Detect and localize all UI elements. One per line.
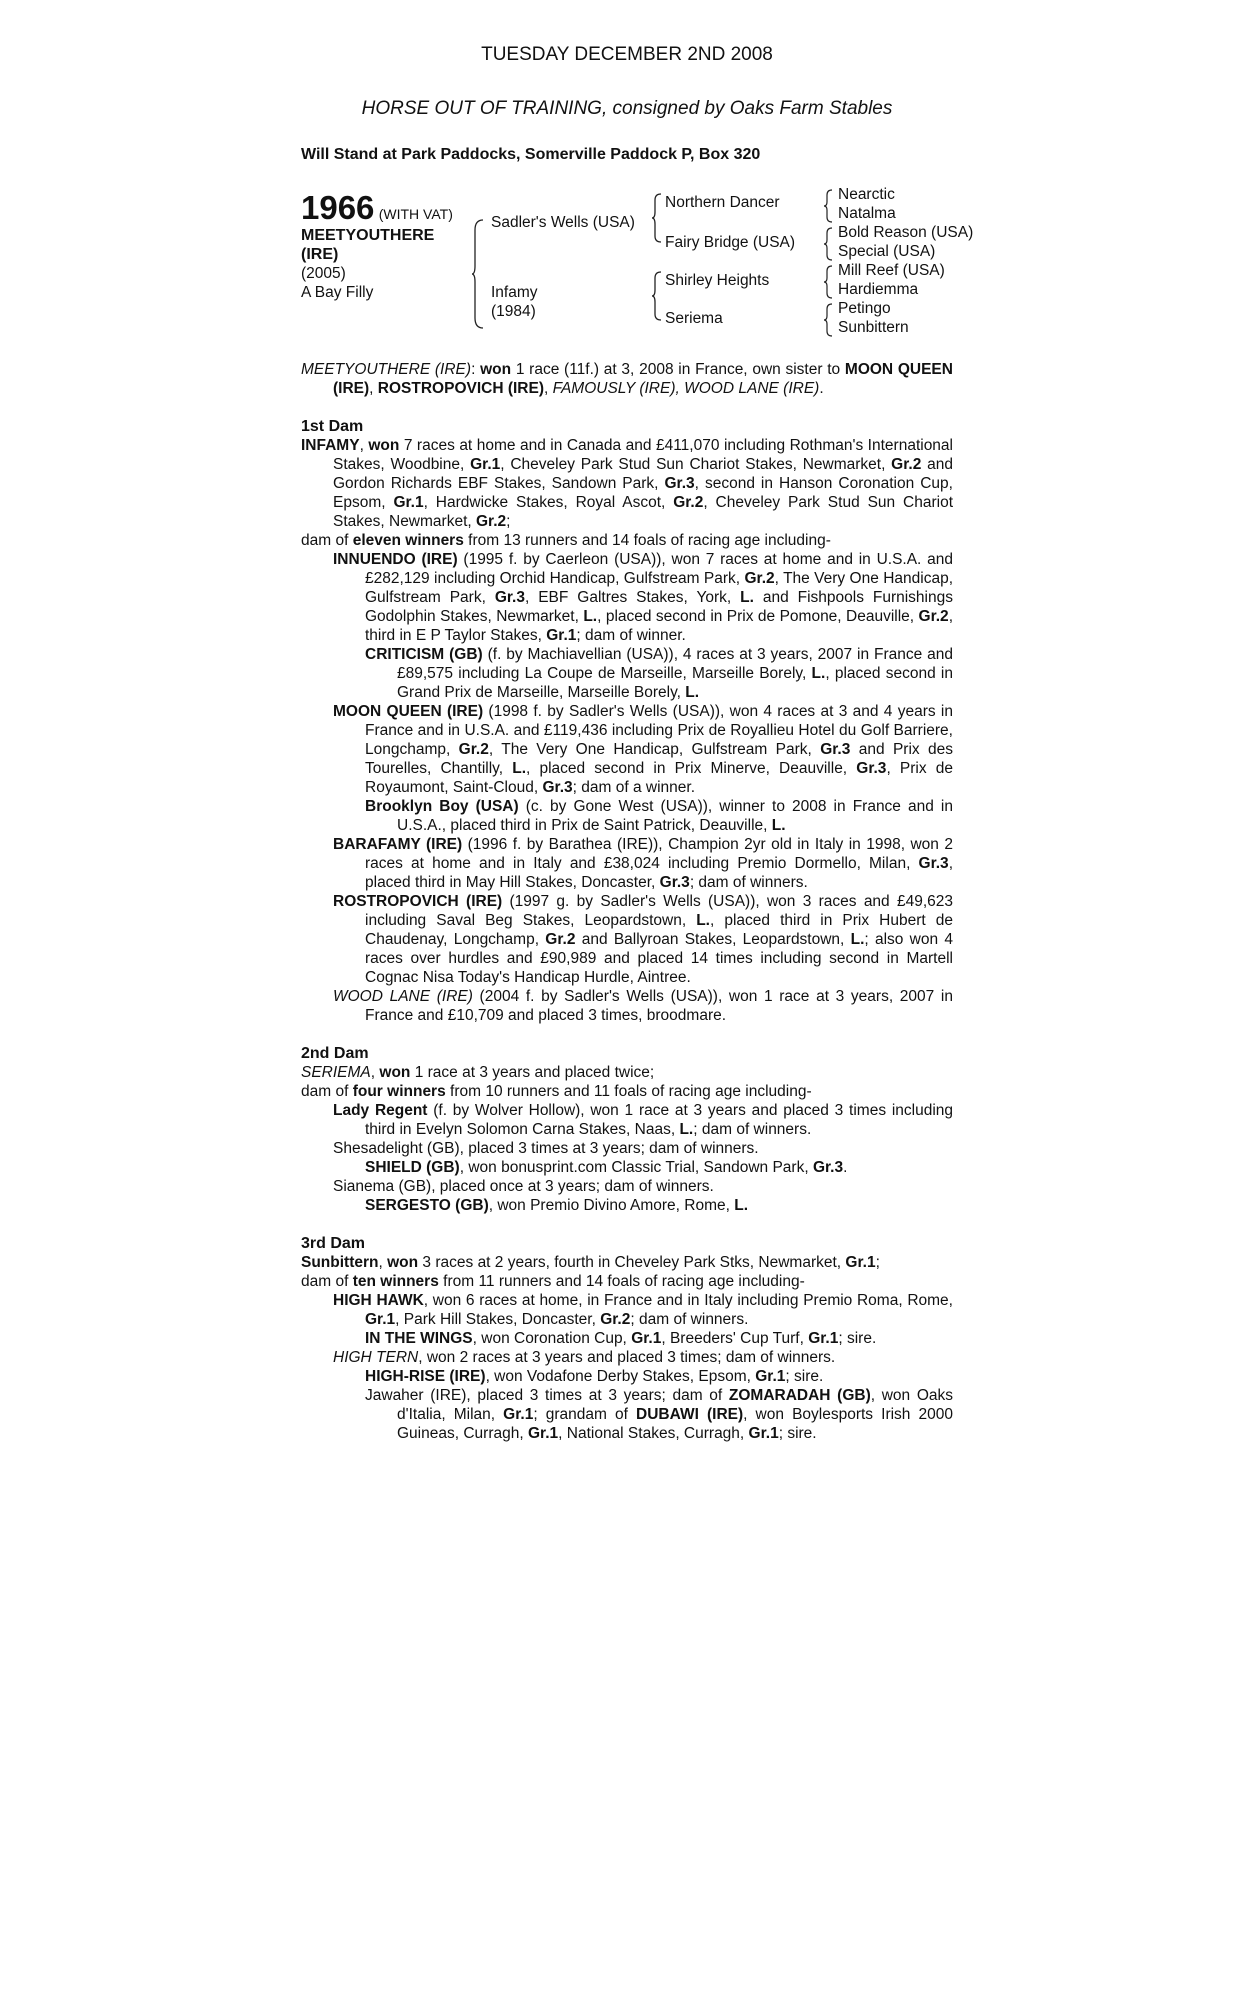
lot-number: 1966	[301, 189, 375, 226]
produce-entry: SERGESTO (GB), won Premio Divino Amore, Rome, L.	[365, 1197, 749, 1214]
intro-paragraph: MEETYOUTHERE (IRE): won 1 race (11f.) at 3, 2008 in France, own sister to MOON QUEEN (IRE), ROSTROPOVICH (IRE), FAMOUSLY (IRE), WOOD LANE (IRE).	[301, 361, 953, 397]
produce-summary: dam of ten winners from 11 runners and 14 foals of racing age including-	[301, 1273, 805, 1290]
pedigree-g3-5: Mill Reef (USA)	[838, 262, 945, 279]
produce-entry: HIGH TERN, won 2 races at 3 years and placed 3 times; dam of winners.	[333, 1349, 836, 1366]
produce-entry: HIGH-RISE (IRE), won Vodafone Derby Stakes, Epsom, Gr.1; sire.	[365, 1368, 824, 1385]
dam-entry: Sunbittern, won 3 races at 2 years, fourth in Cheveley Park Stks, Newmarket, Gr.1;	[301, 1254, 880, 1271]
brace-icon	[823, 264, 833, 300]
catalogue-body	[301, 360, 953, 1443]
pedigree-g3-7: Petingo	[838, 300, 891, 317]
produce-entry: Lady Regent (f. by Wolver Hollow), won 1 race at 3 years and placed 3 times including third in Evelyn Solomon Carna Stakes, Naas, L.; dam of winners.	[333, 1102, 954, 1138]
produce-entry: BARAFAMY (IRE) (1996 f. by Barathea (IRE)), Champion 2yr old in Italy in 1998, won 2 races at home and in Italy and £38,024 including Premio Dormello, Milan, Gr.3, placed third in May Hill Stakes, Doncaster, Gr.3; dam of winners.	[333, 836, 953, 891]
foaling-year: (2005)	[301, 265, 346, 282]
pedigree-g3-8: Sunbittern	[838, 319, 909, 336]
produce-entry: Sianema (GB), placed once at 3 years; dam of winners.	[333, 1178, 714, 1195]
pedigree-g3-2: Natalma	[838, 205, 896, 222]
pedigree-table	[301, 184, 1001, 344]
produce-entry: WOOD LANE (IRE) (2004 f. by Sadler's Wells (USA)), won 1 race at 3 years, 2007 in France and £10,709 and placed 3 times, broodmare.	[333, 988, 953, 1024]
produce-entry: CRITICISM (GB) (f. by Machiavellian (USA)), 4 races at 3 years, 2007 in France and £89,575 including La Coupe de Marseille, Marseille Borely, L., placed second in Grand Prix de Marseille, Marseille Borely, L.	[365, 646, 954, 701]
brace-icon	[823, 188, 833, 224]
produce-summary: dam of eleven winners from 13 runners and 14 foals of racing age including-	[301, 532, 831, 549]
pedigree-sire-sire: Northern Dancer	[665, 194, 780, 211]
pedigree-dam-sire: Shirley Heights	[665, 272, 770, 289]
brace-icon	[651, 192, 663, 244]
vat-note: (WITH VAT)	[378, 206, 453, 222]
brace-icon	[823, 302, 833, 338]
pedigree-sire: Sadler's Wells (USA)	[491, 214, 635, 231]
brace-icon	[471, 218, 485, 330]
produce-entry: Jawaher (IRE), placed 3 times at 3 years; dam of ZOMARADAH (GB), won Oaks d'Italia, Milan, Gr.1; grandam of DUBAWI (IRE), won Boylesports Irish 2000 Guineas, Curragh, Gr.1, National Stakes, Curragh, Gr.1; sire.	[365, 1387, 954, 1442]
produce-entry: ROSTROPOVICH (IRE) (1997 g. by Sadler's Wells (USA)), won 3 races and £49,623 including Saval Beg Stakes, Leopardstown, L., placed third in Prix Hubert de Chaudenay, Longchamp, Gr.2 and Ballyroan Stakes, Leopardstown, L.; also won 4 races over hurdles and £90,989 and placed 14 times including second in Martell Cognac Nisa Today's Handicap Hurdle, Aintree.	[333, 893, 953, 986]
brace-icon	[823, 226, 833, 262]
produce-entry: MOON QUEEN (IRE) (1998 f. by Sadler's Wells (USA)), won 4 races at 3 and 4 years in France and in U.S.A. and £119,436 including Prix de Royallieu Hotel du Golf Barriere, Longchamp, Gr.2, The Very One Handicap, Gulfstream Park, Gr.3 and Prix des Tourelles, Chantilly, L., placed second in Prix Minerve, Deauville, Gr.3, Prix de Royaumont, Saint-Cloud, Gr.3; dam of a winner.	[333, 703, 953, 796]
second-dam-heading: 2nd Dam	[301, 1045, 369, 1062]
produce-entry: SHIELD (GB), won bonusprint.com Classic Trial, Sandown Park, Gr.3.	[365, 1159, 848, 1176]
produce-entry: HIGH HAWK, won 6 races at home, in France and in Italy including Premio Roma, Rome, Gr.1, Park Hill Stakes, Doncaster, Gr.2; dam of winners.	[333, 1292, 953, 1328]
horse-name: MEETYOUTHERE	[301, 227, 435, 244]
dam-entry: INFAMY, won 7 races at home and in Canada and £411,070 including Rothman's International Stakes, Woodbine, Gr.1, Cheveley Park Stud Sun Chariot Stakes, Newmarket, Gr.2 and Gordon Richards EBF Stakes, Sandown Park, Gr.3, second in Hanson Coronation Cup, Epsom, Gr.1, Hardwicke Stakes, Royal Ascot, Gr.2, Cheveley Park Stud Sun Chariot Stakes, Newmarket, Gr.2;	[301, 437, 953, 530]
consignment-line: HORSE OUT OF TRAINING, consigned by Oaks Farm Stables	[361, 98, 893, 119]
produce-entry: Brooklyn Boy (USA) (c. by Gone West (USA)), winner to 2008 in France and in U.S.A., placed third in Prix de Saint Patrick, Deauville, L.	[365, 798, 953, 834]
pedigree-g3-6: Hardiemma	[838, 281, 919, 298]
pedigree-dam: Infamy	[491, 284, 538, 301]
dam-entry: SERIEMA, won 1 race at 3 years and placed twice;	[301, 1064, 655, 1081]
pedigree-sire-dam: Fairy Bridge (USA)	[665, 234, 796, 251]
produce-entry: Shesadelight (GB), placed 3 times at 3 years; dam of winners.	[333, 1140, 759, 1157]
horse-country: (IRE)	[301, 246, 339, 263]
brace-icon	[651, 270, 663, 322]
pedigree-dam-dam: Seriema	[665, 310, 723, 327]
pedigree-g3-4: Special (USA)	[838, 243, 936, 260]
pedigree-dam-year: (1984)	[491, 303, 536, 320]
produce-entry: IN THE WINGS, won Coronation Cup, Gr.1, Breeders' Cup Turf, Gr.1; sire.	[365, 1330, 877, 1347]
lot-info	[301, 190, 461, 302]
horse-description: A Bay Filly	[301, 284, 374, 301]
pedigree-g3-3: Bold Reason (USA)	[838, 224, 974, 241]
sale-date: TUESDAY DECEMBER 2ND 2008	[481, 44, 773, 65]
stand-location: Will Stand at Park Paddocks, Somerville Paddock P, Box 320	[301, 146, 761, 163]
first-dam-heading: 1st Dam	[301, 418, 364, 435]
produce-summary: dam of four winners from 10 runners and 11 foals of racing age including-	[301, 1083, 812, 1100]
third-dam-heading: 3rd Dam	[301, 1235, 366, 1252]
pedigree-g3-1: Nearctic	[838, 186, 895, 203]
produce-entry: INNUENDO (IRE) (1995 f. by Caerleon (USA)), won 7 races at home and in U.S.A. and £282,129 including Orchid Handicap, Gulfstream Park, Gr.2, The Very One Handicap, Gulfstream Park, Gr.3, EBF Galtres Stakes, York, L. and Fishpools Furnishings Godolphin Stakes, Newmarket, L., placed second in Prix de Pomone, Deauville, Gr.2, third in E P Taylor Stakes, Gr.1; dam of winner.	[333, 551, 954, 644]
